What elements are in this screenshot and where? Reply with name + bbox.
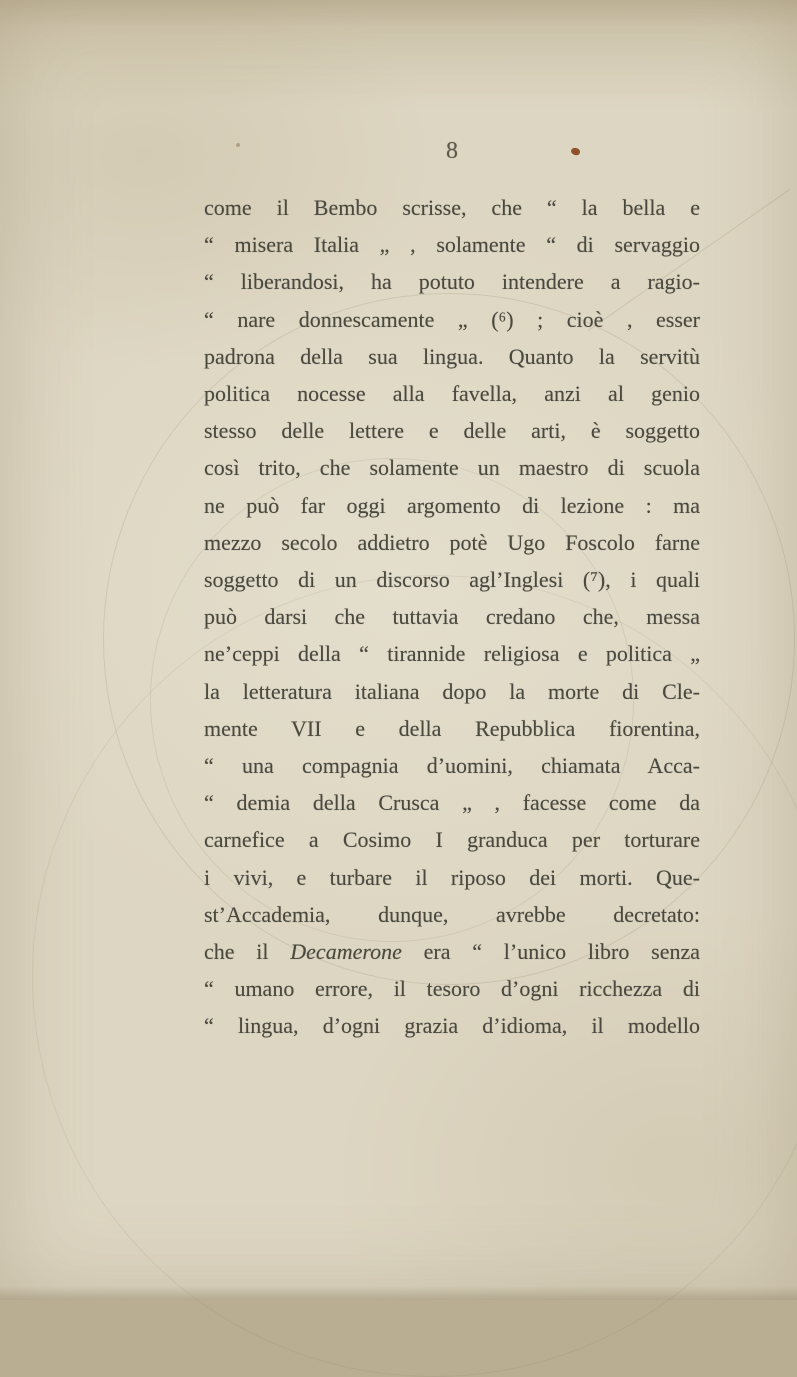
text-line: ne’ceppi della “ tirannide religiosa e politica „ <box>204 641 700 667</box>
text-line: “ misera Italia „ , solamente “ di servaggio <box>204 232 700 258</box>
text-line: la letteratura italiana dopo la morte di Cle- <box>204 678 700 704</box>
text-line: “ lingua, d’ogni grazia d’idioma, il modello <box>204 1013 700 1039</box>
page-text <box>204 189 700 1045</box>
text-line: carnefice a Cosimo I granduca per torturare <box>204 827 700 853</box>
text-line: st’Accademia, dunque, avrebbe decretato: <box>204 901 700 927</box>
text-line: mente VII e della Repubblica fiorentina, <box>204 715 700 741</box>
text-line: può darsi che tuttavia credano che, messa <box>204 604 700 630</box>
text-line: ne può far oggi argomento di lezione : ma <box>204 492 700 518</box>
text-line: così trito, che solamente un maestro di scuola <box>204 455 700 481</box>
text-line: i vivi, e turbare il riposo dei morti. Que- <box>204 864 700 890</box>
text-line: soggetto di un discorso agl’Inglesi (⁷), i quali <box>204 567 700 593</box>
text-line: “ liberandosi, ha potuto intendere a ragio- <box>204 269 700 295</box>
text-line: “ demia della Crusca „ , facesse come da <box>204 790 700 816</box>
text-line: padrona della sua lingua. Quanto la servitù <box>204 343 700 369</box>
text-line: come il Bembo scrisse, che “ la bella e <box>204 195 700 220</box>
text-line: “ nare donnescamente „ (⁶) ; cioè , esser <box>204 306 700 332</box>
text-line: “ umano errore, il tesoro d’ogni ricchezza di <box>204 976 700 1002</box>
text-line: mezzo secolo addietro potè Ugo Foscolo farne <box>204 529 700 555</box>
text-line: che il Decamerone era “ l’unico libro senza <box>204 939 701 965</box>
text-line: politica nocesse alla favella, anzi al genio <box>204 381 700 407</box>
text-line: “ una compagnia d’uomini, chiamata Acca- <box>204 753 700 779</box>
page-number: 8 <box>446 138 458 164</box>
text-line: stesso delle lettere e delle arti, è soggetto <box>204 418 700 444</box>
